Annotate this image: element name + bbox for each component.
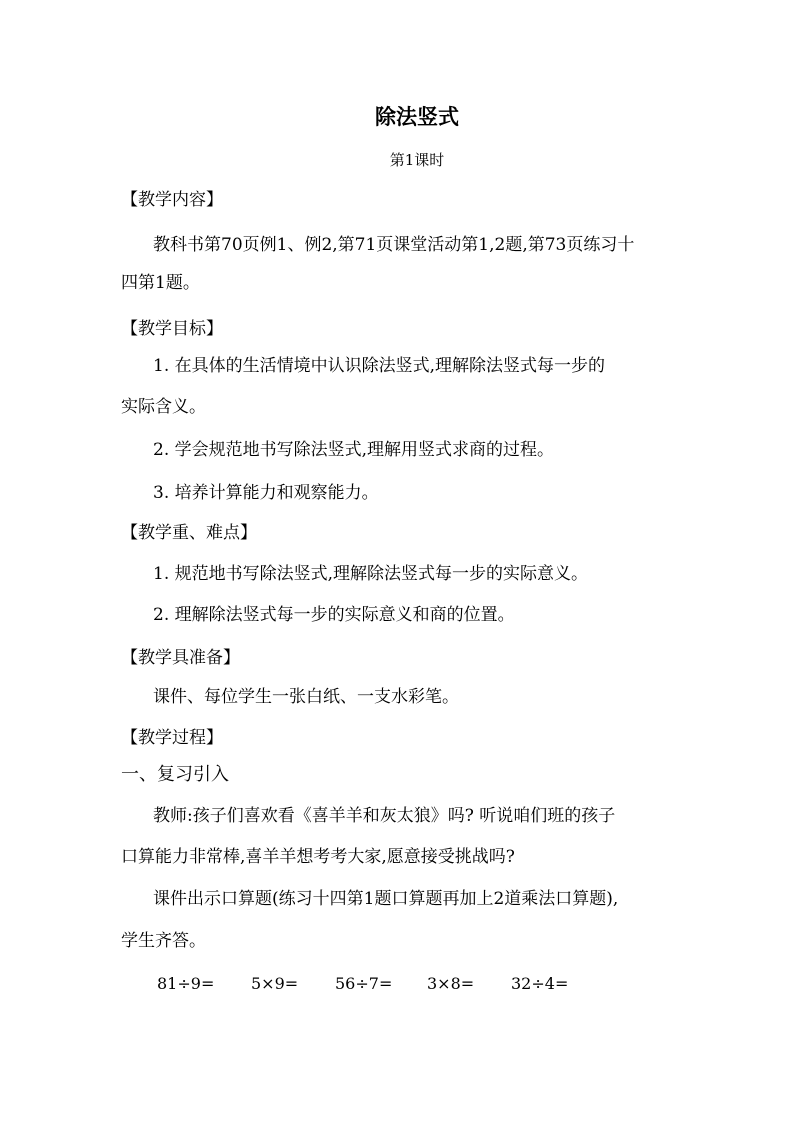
goal-3: 3. 培养计算能力和观察能力。 [153, 483, 379, 503]
key-point-2: 2. 理解除法竖式每一步的实际意义和商的位置。 [153, 605, 515, 625]
goals-heading: 【教学目标】 [121, 319, 223, 339]
preparation-text: 课件、每位学生一张白纸、一支水彩笔。 [153, 687, 459, 707]
key-point-1: 1. 规范地书写除法竖式,理解除法竖式每一步的实际意义。 [153, 564, 589, 584]
preparation-heading: 【教学具准备】 [121, 648, 240, 668]
content-text-line2: 四第1题。 [121, 273, 200, 293]
courseware-text-line2: 学生齐答。 [121, 931, 206, 951]
calculation-item: 5×9= [251, 974, 299, 993]
content-text-line1: 教科书第70页例1、例2,第71页课堂活动第1,2题,第73页练习十 [153, 235, 635, 255]
calculation-item: 3×8= [427, 974, 475, 993]
goal-1-line1: 1. 在具体的生活情境中认识除法竖式,理解除法竖式每一步的 [153, 356, 606, 376]
calculation-item: 32÷4= [511, 974, 569, 993]
teacher-text-line1: 教师:孩子们喜欢看《喜羊羊和灰太狼》吗? 听说咱们班的孩子 [153, 806, 616, 826]
calculation-item: 56÷7= [335, 974, 393, 993]
teacher-text-line2: 口算能力非常棒,喜羊羊想考考大家,愿意接受挑战吗? [121, 847, 515, 867]
goal-1-line2: 实际含义。 [121, 397, 206, 417]
page-subtitle: 第1课时 [389, 151, 445, 169]
calculation-item: 81÷9= [157, 974, 215, 993]
key-points-heading: 【教学重、难点】 [121, 523, 257, 543]
goal-2: 2. 学会规范地书写除法竖式,理解用竖式求商的过程。 [153, 440, 555, 460]
content-heading: 【教学内容】 [121, 190, 223, 210]
courseware-text-line1: 课件出示口算题(练习十四第1题口算题再加上2道乘法口算题), [153, 889, 619, 909]
process-heading: 【教学过程】 [121, 728, 223, 748]
part-1-heading: 一、复习引入 [121, 764, 229, 785]
page-title: 除法竖式 [375, 104, 459, 129]
